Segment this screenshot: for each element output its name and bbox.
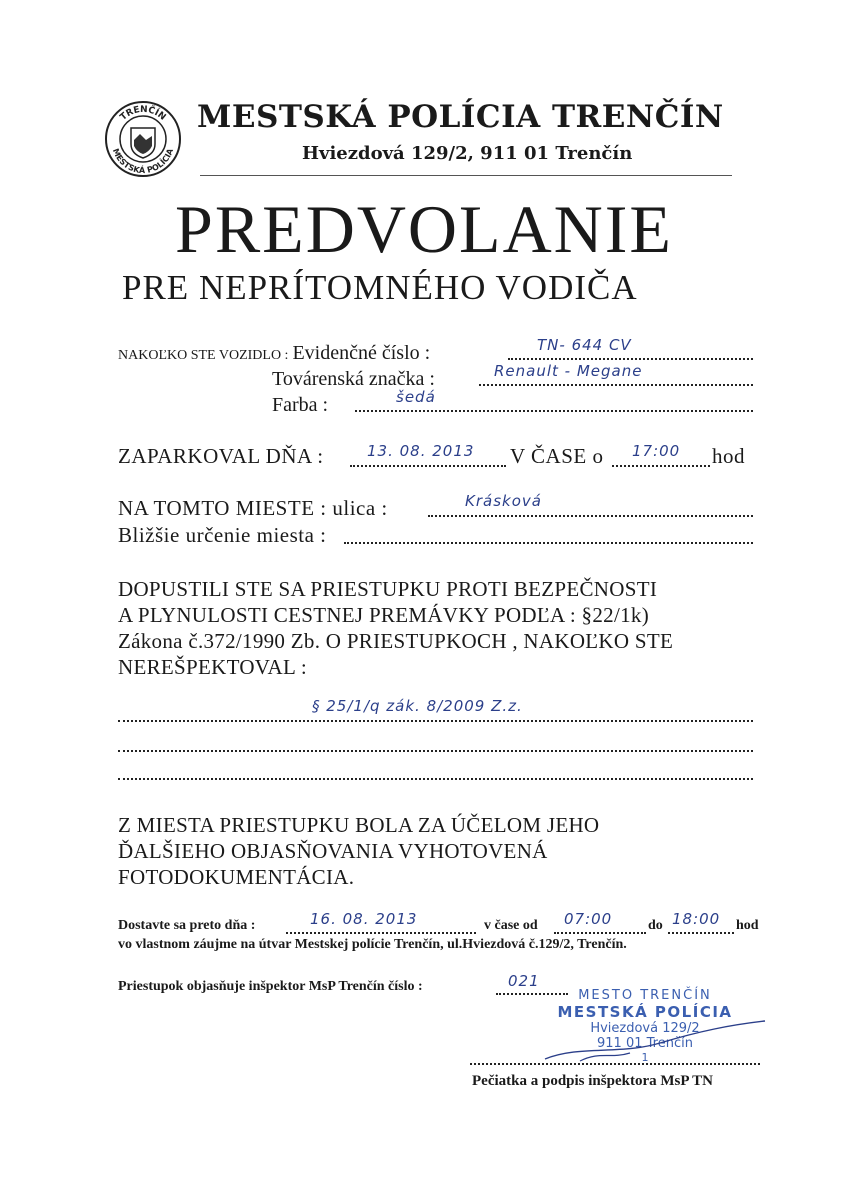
color-label: Farba : xyxy=(272,394,329,416)
inspector-label: Priestupok objasňuje inšpektor MsP Trenčín číslo : xyxy=(118,979,423,994)
offense-line-3: Zákona č.372/1990 Zb. O PRIESTUPKOCH , NAKOĽKO STE xyxy=(118,629,674,653)
offense-line-4: NEREŠPEKTOVAL : xyxy=(118,655,308,679)
street-value: Krásková xyxy=(465,492,542,510)
place-detail-label: Bližšie určenie miesta : xyxy=(118,523,327,547)
parked-time-label: V ČASE o xyxy=(510,444,604,468)
stamp-line-4: 911 01 Trenčín xyxy=(597,1036,693,1051)
org-address: Hviezdová 129/2, 911 01 Trenčín xyxy=(302,143,633,164)
color-value: šedá xyxy=(396,388,436,406)
street-line xyxy=(428,515,753,517)
place-detail-line xyxy=(344,542,753,544)
summons-from-value: 07:00 xyxy=(564,910,613,928)
brand-line xyxy=(479,384,753,386)
stamp-line-5: 1 xyxy=(641,1051,649,1064)
summons-to-line xyxy=(668,932,734,934)
color-line xyxy=(355,410,753,412)
summons-from-line xyxy=(554,932,646,934)
stamp-line-3: Hviezdová 129/2 xyxy=(590,1021,700,1036)
parked-time-line xyxy=(612,465,710,467)
parked-time-value: 17:00 xyxy=(632,442,681,460)
parked-date-value: 13. 08. 2013 xyxy=(367,442,475,460)
photo-line-2: ĎALŠIEHO OBJASŇOVANIA VYHOTOVENÁ xyxy=(118,839,548,863)
reg-number-line xyxy=(508,358,753,360)
offense-line-2: A PLYNULOSTI CESTNEJ PREMÁVKY PODĽA : §22/1k) xyxy=(118,603,649,627)
parked-date-line xyxy=(350,465,506,467)
header-divider xyxy=(200,175,732,176)
offense-detail-line-2 xyxy=(118,750,753,752)
vehicle-intro-label: NAKOĽKO STE VOZIDLO : xyxy=(118,348,289,363)
svg-text:MESTSKÁ POLÍCIA: MESTSKÁ POLÍCIA xyxy=(110,147,176,176)
offense-line-1: DOPUSTILI STE SA PRIESTUPKU PROTI BEZPEČNOSTI xyxy=(118,577,658,601)
signature-scribble xyxy=(540,1015,770,1065)
reg-number-label: Evidenčné číslo : xyxy=(292,342,431,364)
page-title: PREDVOLANIE xyxy=(175,191,673,267)
inspector-number: 021 xyxy=(508,972,540,990)
summons-date-line xyxy=(286,932,476,934)
parked-date-label: ZAPARKOVAL DŇA : xyxy=(118,444,324,468)
reg-number-value: TN- 644 CV xyxy=(537,336,632,354)
city-police-logo xyxy=(104,100,182,178)
summons-date-value: 16. 08. 2013 xyxy=(310,910,418,928)
photo-line-3: FOTODOKUMENTÁCIA. xyxy=(118,865,355,889)
brand-value: Renault - Megane xyxy=(494,362,643,380)
signature-caption: Pečiatka a podpis inšpektora MsP TN xyxy=(472,1073,714,1089)
signature-line xyxy=(470,1063,760,1065)
parked-time-unit: hod xyxy=(712,444,745,468)
page-subtitle: PRE NEPRÍTOMNÉHO VODIČA xyxy=(122,268,638,307)
offense-detail-line-1 xyxy=(118,720,753,722)
brand-label: Továrenská značka : xyxy=(272,368,435,390)
summons-to-value: 18:00 xyxy=(672,910,721,928)
offense-detail-line-3 xyxy=(118,778,753,780)
photo-line-1: Z MIESTA PRIESTUPKU BOLA ZA ÚČELOM JEHO xyxy=(118,813,600,837)
org-name: MESTSKÁ POLÍCIA TRENČÍN xyxy=(197,99,724,135)
vehicle-intro-row xyxy=(118,342,430,365)
street-label: NA TOMTO MIESTE : ulica : xyxy=(118,496,388,520)
stamp-line-1: MESTO TRENČÍN xyxy=(578,988,712,1003)
summons-to-label: do xyxy=(648,918,663,933)
summons-date-label: Dostavte sa preto dňa : xyxy=(118,918,256,933)
summons-from-label: v čase od xyxy=(484,918,538,933)
summons-time-unit: hod xyxy=(736,918,759,933)
svg-text:TRENČÍN: TRENČÍN xyxy=(118,104,168,123)
stamp-line-2: MESTSKÁ POLÍCIA xyxy=(557,1003,733,1021)
offense-handwritten: § 25/1/q zák. 8/2009 Z.z. xyxy=(312,697,523,715)
summons-place: vo vlastnom záujme na útvar Mestskej polície Trenčín, ul.Hviezdová č.129/2, Trenčín. xyxy=(118,937,627,952)
